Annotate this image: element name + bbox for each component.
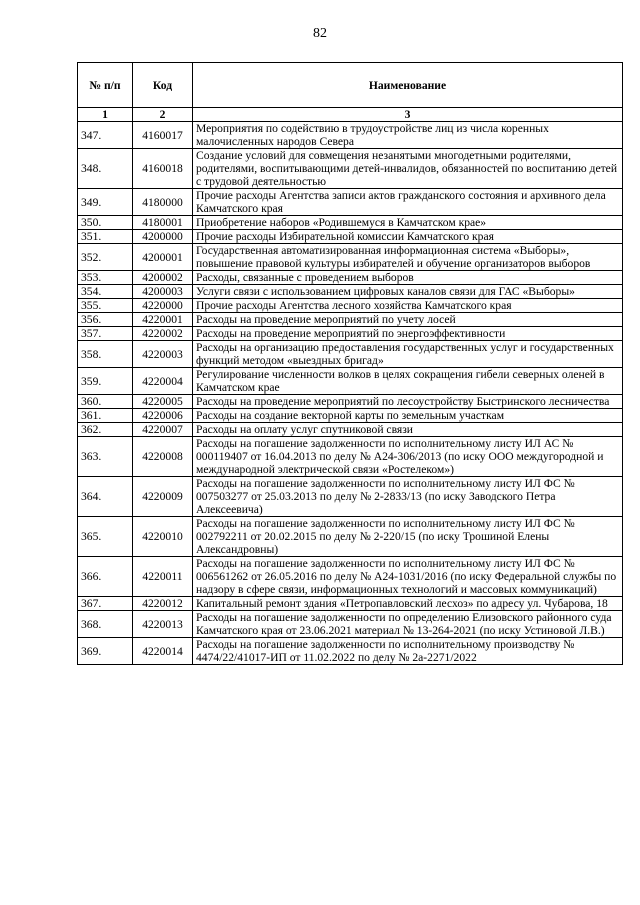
row-number: 358. [78,341,133,368]
row-number: 364. [78,477,133,517]
table-body [78,122,623,665]
row-code: 4220002 [133,327,193,341]
table-row [78,437,623,477]
header-number: № п/п [78,63,133,108]
row-code: 4180000 [133,189,193,216]
table-row [78,271,623,285]
table-row [78,517,623,557]
row-code: 4220000 [133,299,193,313]
row-name: Расходы на погашение задолженности по исполнительному производству № 4474/22/41017-ИП от 11.02.2022 по делу № 2а-2271/2022 [193,638,623,665]
row-number: 361. [78,409,133,423]
table-row [78,313,623,327]
row-code: 4220001 [133,313,193,327]
table-row [78,299,623,313]
row-number: 354. [78,285,133,299]
row-number: 352. [78,244,133,271]
table-row [78,477,623,517]
row-code: 4180001 [133,216,193,230]
table-row [78,638,623,665]
row-number: 351. [78,230,133,244]
row-code: 4220012 [133,597,193,611]
row-name: Расходы на оплату услуг спутниковой связи [193,423,623,437]
row-name: Расходы на погашение задолженности по исполнительному листу ИЛ АС № 000119407 от 16.04.2013 по делу № А24-306/2013 (по иску ООО междугородной и международной электрической связи «Ростелеком») [193,437,623,477]
table-row [78,230,623,244]
row-code: 4220009 [133,477,193,517]
table-row [78,395,623,409]
header-row [78,63,623,108]
row-code: 4200000 [133,230,193,244]
header-name: Наименование [193,63,623,108]
column-index: 1 [78,108,133,122]
row-number: 356. [78,313,133,327]
row-name: Расходы на проведение мероприятий по лесоустройству Быстринского лесничества [193,395,623,409]
row-code: 4220005 [133,395,193,409]
row-name: Приобретение наборов «Родившемуся в Камчатском крае» [193,216,623,230]
table-row [78,409,623,423]
row-number: 367. [78,597,133,611]
row-name: Расходы на погашение задолженности по исполнительному листу ИЛ ФС № 006561262 от 26.05.2016 по делу № А24-1031/2016 (по иску Федеральной службы по надзору в сфере связи, информационных технологий и массовых коммуникаций) [193,557,623,597]
row-name: Расходы на проведение мероприятий по энергоэффективности [193,327,623,341]
row-name: Прочие расходы Агентства записи актов гражданского состояния и архивного дела Камчатского края [193,189,623,216]
table-row [78,244,623,271]
row-name: Мероприятия по содействию в трудоустройстве лиц из числа коренных малочисленных народов Севера [193,122,623,149]
page-number: 82 [313,26,327,41]
row-code: 4200003 [133,285,193,299]
row-code: 4220013 [133,611,193,638]
row-code: 4220003 [133,341,193,368]
row-code: 4200002 [133,271,193,285]
row-name: Расходы на погашение задолженности по исполнительному листу ИЛ ФС № 007503277 от 25.03.2013 по делу № 2-2833/13 (по иску Заводского Петра Алексеевича) [193,477,623,517]
column-index-row [78,108,623,122]
row-name: Расходы на создание векторной карты по земельным участкам [193,409,623,423]
table-row [78,557,623,597]
row-code: 4220007 [133,423,193,437]
row-number: 360. [78,395,133,409]
table-row [78,423,623,437]
row-name: Прочие расходы Агентства лесного хозяйства Камчатского края [193,299,623,313]
row-number: 348. [78,149,133,189]
row-number: 353. [78,271,133,285]
row-name: Создание условий для совмещения незанятыми многодетными родителями, родителями, воспитывающими детей-инвалидов, обязанностей по воспитанию детей с трудовой деятельностью [193,149,623,189]
row-number: 363. [78,437,133,477]
column-index: 3 [193,108,623,122]
row-name: Услуги связи с использованием цифровых каналов связи для ГАС «Выборы» [193,285,623,299]
row-number: 347. [78,122,133,149]
row-number: 350. [78,216,133,230]
row-number: 368. [78,611,133,638]
table-row [78,327,623,341]
row-code: 4220010 [133,517,193,557]
table-row [78,341,623,368]
table-row [78,122,623,149]
row-name: Расходы на организацию предоставления государственных услуг и государственных функций методом «выездных бригад» [193,341,623,368]
row-code: 4220006 [133,409,193,423]
row-number: 362. [78,423,133,437]
row-name: Капитальный ремонт здания «Петропавловский лесхоз» по адресу ул. Чубарова, 18 [193,597,623,611]
row-code: 4220014 [133,638,193,665]
row-number: 349. [78,189,133,216]
row-number: 359. [78,368,133,395]
row-code: 4220004 [133,368,193,395]
row-number: 369. [78,638,133,665]
row-code: 4160017 [133,122,193,149]
budget-code-table [77,62,623,665]
table-row [78,189,623,216]
row-code: 4220008 [133,437,193,477]
table-row [78,216,623,230]
row-name: Расходы, связанные с проведением выборов [193,271,623,285]
column-index: 2 [133,108,193,122]
table-row [78,285,623,299]
row-name: Расходы на погашение задолженности по исполнительному листу ИЛ ФС № 002792211 от 20.02.2015 по делу № 2-220/15 (по иску Трошиной Елены Александровны) [193,517,623,557]
table-row [78,368,623,395]
row-name: Прочие расходы Избирательной комиссии Камчатского края [193,230,623,244]
table-row [78,611,623,638]
table-row [78,149,623,189]
row-name: Государственная автоматизированная информационная система «Выборы», повышение правовой культуры избирателей и обучение организаторов выборов [193,244,623,271]
row-code: 4200001 [133,244,193,271]
table-row [78,597,623,611]
row-name: Расходы на погашение задолженности по определению Елизовского районного суда Камчатского края от 23.06.2021 материал № 13-264-2021 (по иску Устиновой Л.В.) [193,611,623,638]
row-number: 355. [78,299,133,313]
row-code: 4160018 [133,149,193,189]
row-number: 366. [78,557,133,597]
row-name: Расходы на проведение мероприятий по учету лосей [193,313,623,327]
row-number: 357. [78,327,133,341]
row-name: Регулирование численности волков в целях сокращения гибели северных оленей в Камчатском крае [193,368,623,395]
row-number: 365. [78,517,133,557]
header-code: Код [133,63,193,108]
row-code: 4220011 [133,557,193,597]
